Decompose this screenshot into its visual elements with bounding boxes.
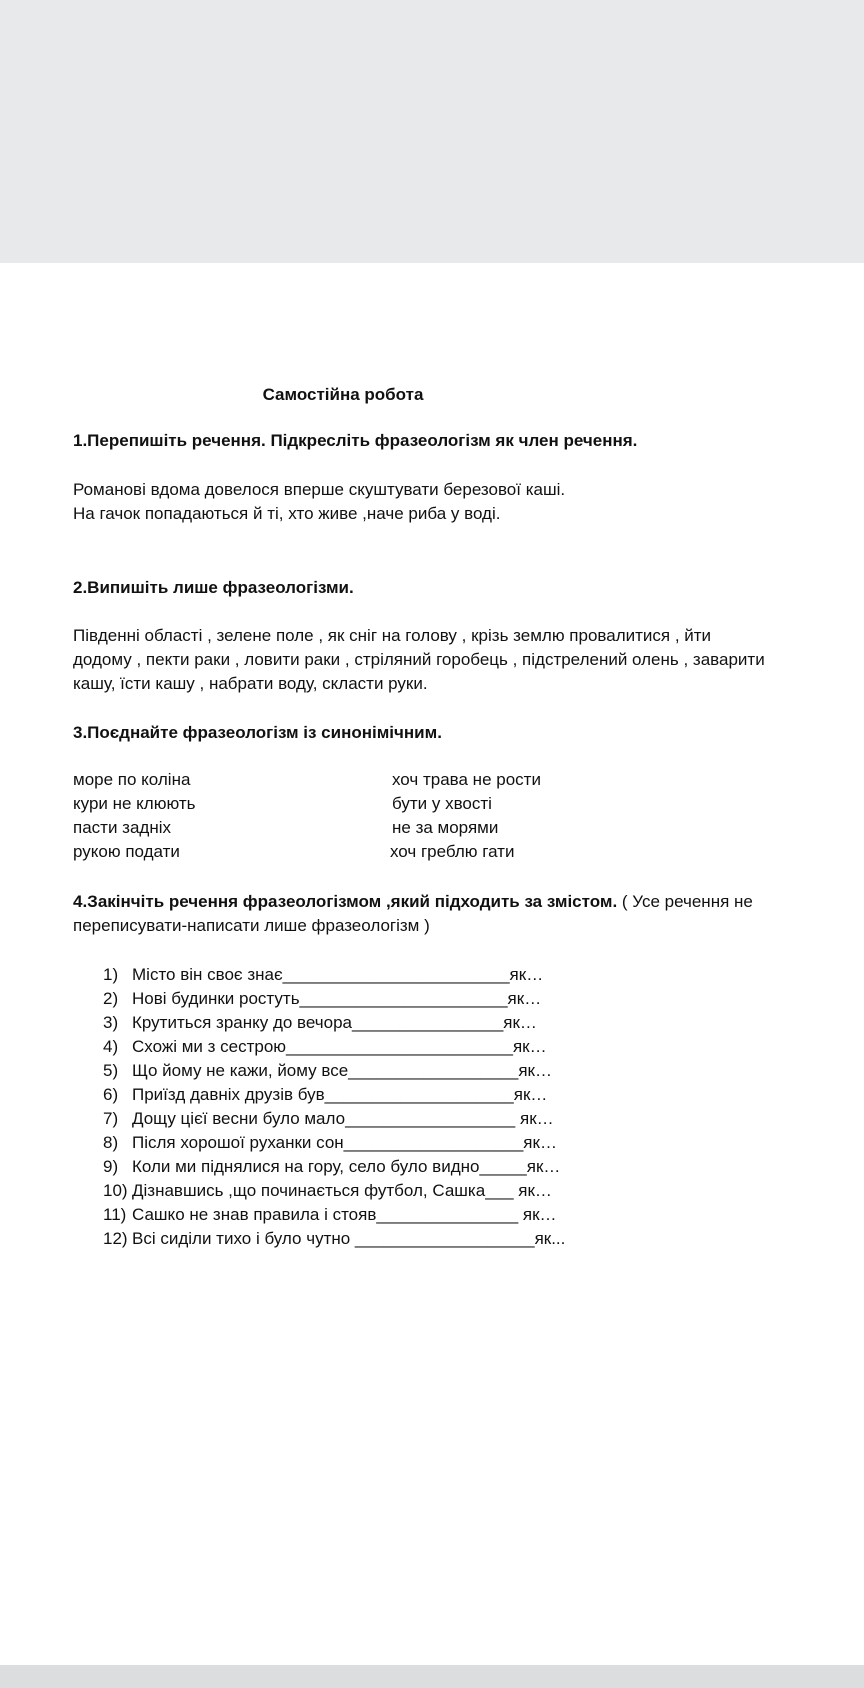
- task3-right-phrase: хоч трава не рости: [392, 770, 541, 789]
- item-text: Місто він своє знає________________________як…: [132, 965, 544, 984]
- task2-heading: 2.Випишіть лише фразеологізми.: [73, 578, 354, 597]
- task3-row: [73, 792, 773, 816]
- task4-instructions: [73, 890, 833, 938]
- task1-sentence: Романові вдома довелося вперше скуштувати березової каші.: [73, 480, 566, 499]
- item-text: Після хорошої руханки сон___________________як…: [132, 1133, 557, 1152]
- list-item: [103, 1227, 803, 1251]
- list-item: [103, 1107, 803, 1131]
- item-text: Коли ми піднялися на гору, село було видно_____як…: [132, 1157, 561, 1176]
- task3-left-phrase: рукою подати: [73, 842, 180, 861]
- task3-right-phrase: хоч греблю гати: [390, 842, 515, 861]
- task4-note-continued: переписувати-написати лише фразеологізм ): [73, 916, 430, 935]
- item-text: Схожі ми з сестрою________________________як…: [132, 1037, 547, 1056]
- task1-sentences: [73, 478, 833, 526]
- item-number: 6): [103, 1085, 119, 1104]
- top-margin-band: [0, 0, 864, 263]
- task3-left-phrase: кури не клюють: [73, 794, 196, 813]
- item-number: 11): [103, 1205, 127, 1224]
- task3-row: [73, 768, 773, 792]
- task4-sentence-list: [103, 963, 803, 1251]
- item-text: Нові будинки ростуть______________________як…: [132, 989, 542, 1008]
- list-item: [103, 963, 803, 987]
- item-number: 7): [103, 1109, 119, 1128]
- item-text: Дізнавшись ,що починається футбол, Сашка___ як…: [132, 1181, 552, 1200]
- item-number: 10): [103, 1181, 128, 1200]
- list-item: [103, 1131, 803, 1155]
- task2-line: додому , пекти раки , ловити раки , стріляний горобець , підстрелений олень , заварити: [73, 650, 765, 669]
- task4-heading-line: [73, 890, 833, 914]
- page-title: Самостійна робота: [262, 385, 424, 404]
- item-number: 9): [103, 1157, 119, 1176]
- task3-left-phrase: пасти задніх: [73, 818, 171, 837]
- bottom-margin-band: [0, 1665, 864, 1688]
- list-item: [103, 987, 803, 1011]
- list-item: [103, 1083, 803, 1107]
- task1-sentence: На гачок попадаються й ті, хто живе ,наче риба у воді.: [73, 504, 501, 523]
- item-text: Що йому не кажи, йому все__________________як…: [132, 1061, 552, 1080]
- task2-phrase-list: [73, 624, 833, 696]
- task2-line: Південні області , зелене поле , як сніг на голову , крізь землю провалитися , йти: [73, 626, 712, 645]
- list-item: [103, 1035, 803, 1059]
- task3-heading: 3.Поєднайте фразеологізм із синонімічним.: [73, 723, 442, 742]
- item-number: 1): [103, 965, 119, 984]
- task3-matching-columns: [73, 768, 773, 864]
- item-number: 3): [103, 1013, 119, 1032]
- item-number: 12): [103, 1229, 128, 1248]
- item-text: Дощу цієї весни було мало__________________ як…: [132, 1109, 554, 1128]
- item-text: Сашко не знав правила і стояв_______________ як…: [132, 1205, 557, 1224]
- task4-heading: 4.Закінчіть речення фразеологізмом ,який підходить за змістом.: [73, 892, 618, 911]
- task3-right-phrase: бути у хвості: [392, 794, 492, 813]
- item-number: 4): [103, 1037, 119, 1056]
- task3-row: [73, 816, 773, 840]
- document-page: [0, 263, 864, 1665]
- task2-line: кашу, їсти кашу , набрати воду, скласти руки.: [73, 674, 428, 693]
- task3-row: [73, 840, 773, 864]
- list-item: [103, 1011, 803, 1035]
- task4-note: ( Усе речення не: [617, 892, 753, 911]
- item-text: Крутиться зранку до вечора________________як…: [132, 1013, 537, 1032]
- list-item: [103, 1155, 803, 1179]
- task3-left-phrase: море по коліна: [73, 770, 191, 789]
- item-number: 8): [103, 1133, 119, 1152]
- item-number: 2): [103, 989, 119, 1008]
- list-item: [103, 1203, 803, 1227]
- item-text: Всі сиділи тихо і було чутно ___________________як...: [132, 1229, 566, 1248]
- item-text: Приїзд давніх друзів був____________________як…: [132, 1085, 548, 1104]
- list-item: [103, 1179, 803, 1203]
- item-number: 5): [103, 1061, 119, 1080]
- task3-right-phrase: не за морями: [392, 818, 499, 837]
- task1-heading: 1.Перепишіть речення. Підкресліть фразеологізм як член речення.: [73, 431, 638, 450]
- list-item: [103, 1059, 803, 1083]
